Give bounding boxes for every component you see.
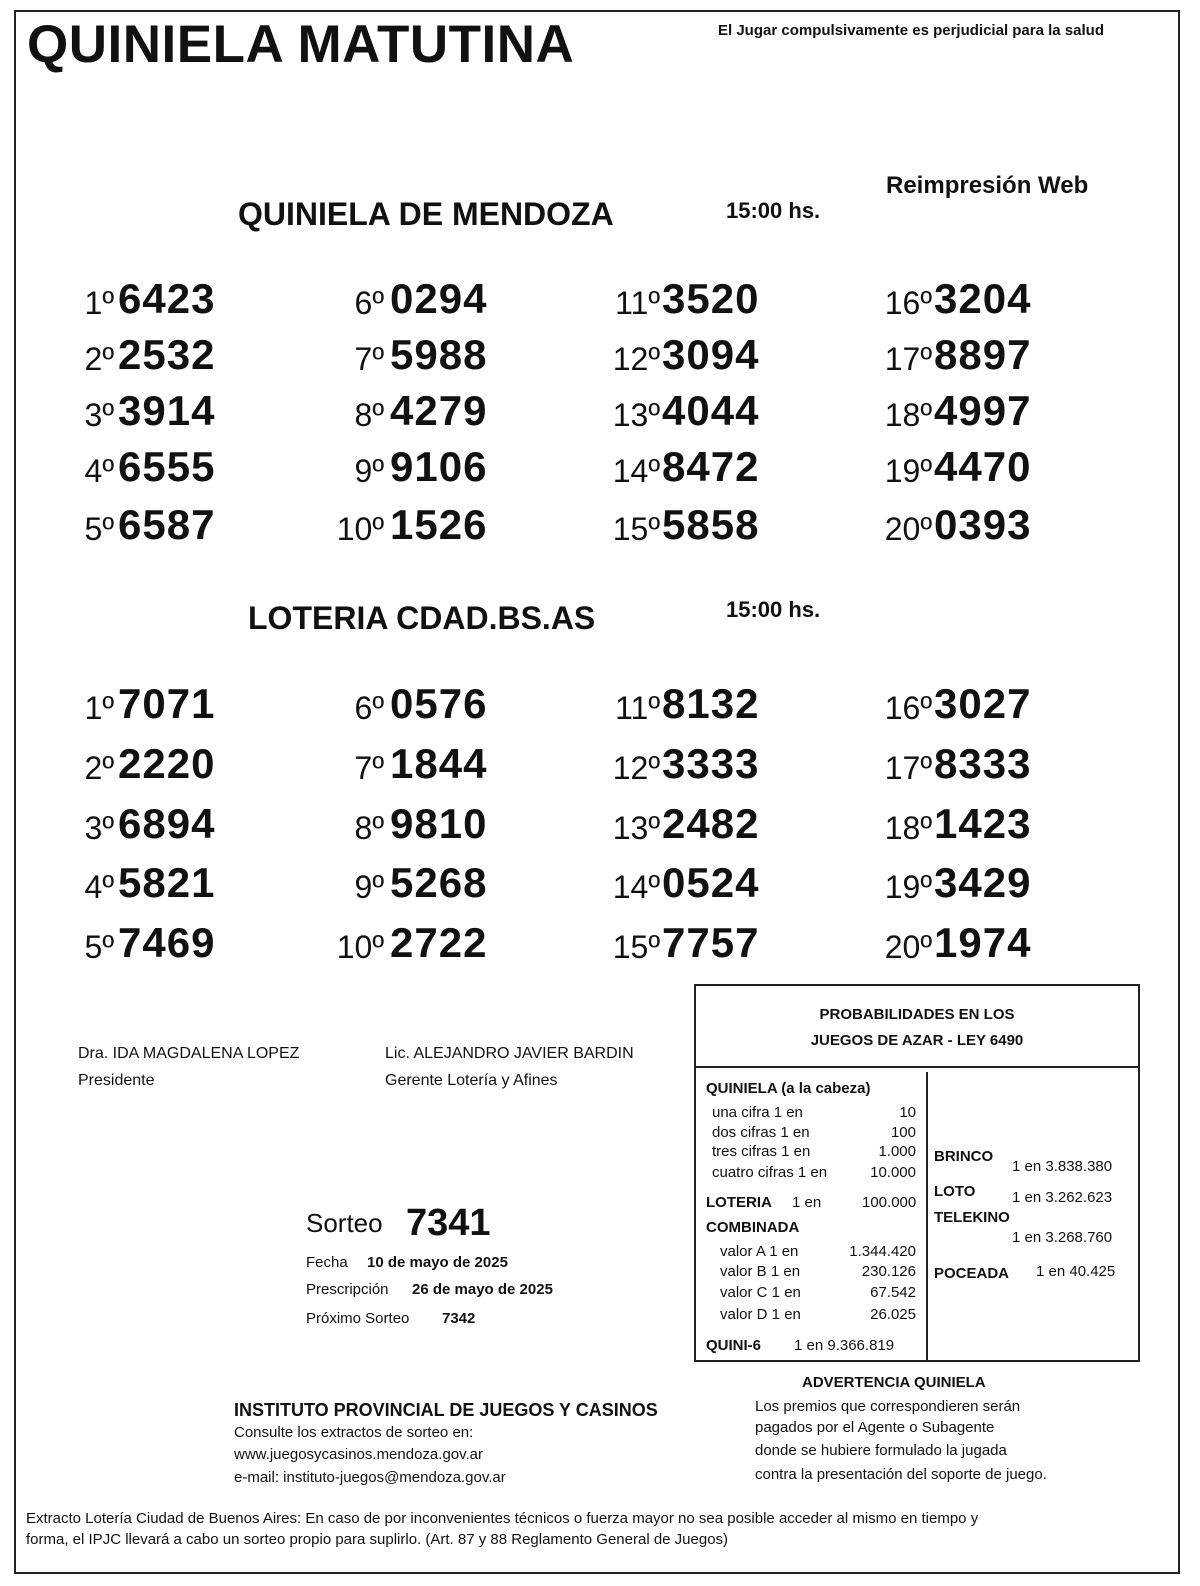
result-position: 18º [884,397,932,433]
footer-line2: forma, el IPJC llevará a cabo un sorteo propio para suplirlo. (Art. 87 y 88 Reglamento General de Juegos) [26,1531,729,1548]
result-item [54,740,304,794]
result-position: 17º [884,750,932,786]
result-item [870,680,1120,734]
result-position: 6º [354,690,384,726]
result-position: 7º [354,341,384,377]
health-warning: El Jugar compulsivamente es perjudicial para la salud [718,22,1104,39]
result-position: 8º [354,397,384,433]
fecha-value: 10 de mayo de 2025 [367,1254,508,1271]
sorteo-label: Sorteo [306,1208,383,1238]
result-number: 9810 [390,800,488,847]
result-position: 4º [84,453,114,489]
quiniela-prob-row-label: cuatro cifras 1 en [712,1164,828,1181]
result-position: 9º [354,869,384,905]
result-item [870,800,1120,854]
result-item [870,919,1120,973]
telekino-prob-label: TELEKINO [934,1209,1010,1226]
prescripcion-value: 26 de mayo de 2025 [412,1281,553,1298]
prescripcion-label: Prescripción [306,1281,389,1298]
result-position: 15º [612,929,660,965]
probabilities-divider [926,1072,928,1362]
result-number: 8472 [662,443,760,490]
result-item [54,387,304,441]
combinada-prob-row-value: 26.025 [870,1306,916,1323]
proximo-sorteo-label: Próximo Sorteo [306,1310,410,1327]
result-number: 1974 [934,919,1032,966]
combinada-prob-row-value: 230.126 [861,1263,916,1280]
result-position: 2º [84,341,114,377]
result-number: 0294 [390,275,488,322]
result-number: 1844 [390,740,488,787]
result-number: 3429 [934,859,1032,906]
result-number: 3914 [118,387,216,434]
result-position: 13º [612,810,660,846]
result-position: 15º [612,511,660,547]
signature-right-name: Lic. ALEJANDRO JAVIER BARDIN [385,1045,634,1062]
combinada-prob-row-label: valor A 1 en [720,1243,799,1260]
poceada-prob-value: 1 en 40.425 [1036,1263,1116,1280]
loteria-prob-label: LOTERIA [706,1194,772,1211]
result-position: 18º [884,810,932,846]
result-number: 6587 [118,501,216,548]
result-number: 3204 [934,275,1032,322]
combinada-prob-row-label: valor D 1 en [720,1306,801,1323]
combinada-prob-row-value: 67.542 [870,1284,916,1301]
result-number: 4044 [662,387,760,434]
result-item [598,387,848,441]
result-number: 3027 [934,680,1032,727]
probabilities-title-line2: JUEGOS DE AZAR - LEY 6490 [810,1032,1024,1049]
institute-email[interactable]: e-mail: instituto-juegos@mendoza.gov.ar [234,1469,506,1486]
loteria-title: LOTERIA CDAD.BS.AS [248,600,596,636]
result-item [870,859,1120,913]
result-position: 8º [354,810,384,846]
poceada-prob-label: POCEADA [934,1265,1010,1282]
probabilities-box [694,984,1140,1362]
signature-right-role: Gerente Lotería y Afines [385,1072,558,1089]
result-item [54,443,304,497]
result-position: 14º [612,869,660,905]
result-number: 0393 [934,501,1032,548]
result-item [54,800,304,854]
result-position: 2º [84,750,114,786]
result-item [598,919,848,973]
result-item [870,387,1120,441]
result-number: 2722 [390,919,488,966]
quini6-prob-value: 1 en 9.366.819 [794,1337,895,1354]
result-position: 10º [336,929,384,965]
result-position: 5º [84,511,114,547]
result-position: 19º [884,453,932,489]
quini6-prob-label: QUINI-6 [706,1337,762,1354]
result-number: 2482 [662,800,760,847]
result-item [326,501,576,555]
result-position: 4º [84,869,114,905]
result-item [870,501,1120,555]
footer-line1: Extracto Lotería Ciudad de Buenos Aires: En caso de por inconvenientes técnicos o fuerza mayor no sea posible acceder al mismo en tiempo y [26,1510,979,1527]
result-position: 14º [612,453,660,489]
result-number: 6894 [118,800,216,847]
result-item [54,501,304,555]
result-position: 9º [354,453,384,489]
advertencia-line: pagados por el Agente o Subagente [755,1419,995,1436]
result-item [598,800,848,854]
mendoza-title: QUINIELA DE MENDOZA [238,196,614,232]
result-number: 7469 [118,919,216,966]
quiniela-prob-row-label: tres cifras 1 en [712,1143,811,1160]
result-item [598,501,848,555]
result-item [54,919,304,973]
result-position: 1º [84,690,114,726]
advertencia-line: contra la presentación del soporte de juego. [755,1466,1047,1483]
result-number: 0576 [390,680,488,727]
result-number: 2532 [118,331,216,378]
result-position: 13º [612,397,660,433]
result-item [870,443,1120,497]
loto-prob-label: LOTO [934,1183,976,1200]
result-number: 8132 [662,680,760,727]
probabilities-title-line1: PROBABILIDADES EN LOS [819,1006,1015,1023]
reprint-label: Reimpresión Web [886,172,1089,199]
result-position: 11º [615,285,660,321]
signature-left-name: Dra. IDA MAGDALENA LOPEZ [78,1045,300,1062]
result-number: 5268 [390,859,488,906]
result-number: 1423 [934,800,1032,847]
result-position: 6º [354,285,384,321]
quiniela-prob-row-value: 10.000 [870,1164,916,1181]
result-item [326,800,576,854]
quiniela-prob-row-value: 1.000 [878,1143,916,1160]
quiniela-prob-row-value: 100 [890,1124,916,1141]
result-number: 5858 [662,501,760,548]
result-item [598,275,848,329]
brinco-prob-label: BRINCO [934,1148,994,1165]
result-position: 3º [84,397,114,433]
advertencia-line: Los premios que correspondieren serán [755,1398,1021,1415]
result-position: 20º [884,929,932,965]
document-title: QUINIELA MATUTINA [27,15,575,74]
result-position: 10º [336,511,384,547]
quiniela-prob-row-value: 10 [899,1104,916,1121]
result-item [870,740,1120,794]
result-number: 3520 [662,275,760,322]
result-item [54,331,304,385]
signature-left-role: Presidente [78,1072,155,1089]
loteria-hour: 15:00 hs. [726,597,821,622]
result-item [326,387,576,441]
result-position: 19º [884,869,932,905]
result-position: 5º [84,929,114,965]
loteria-prob-value: 100.000 [862,1194,917,1211]
result-number: 2220 [118,740,216,787]
combinada-prob-label: COMBINADA [706,1219,800,1236]
advertencia-line: donde se hubiere formulado la jugada [755,1442,1007,1459]
proximo-sorteo-value: 7342 [442,1310,476,1327]
result-item [326,740,576,794]
result-number: 8897 [934,331,1032,378]
result-item [598,740,848,794]
result-number: 1526 [390,501,488,548]
advertencia-title: ADVERTENCIA QUINIELA [802,1374,986,1391]
result-item [598,331,848,385]
result-number: 6555 [118,443,216,490]
result-item [326,443,576,497]
combinada-prob-row-label: valor B 1 en [720,1263,801,1280]
mendoza-hour: 15:00 hs. [726,198,821,223]
result-position: 12º [612,750,660,786]
result-item [870,331,1120,385]
result-position: 17º [884,341,932,377]
result-number: 5821 [118,859,216,906]
result-position: 1º [84,285,114,321]
result-number: 8333 [934,740,1032,787]
probabilities-header [696,986,1138,1068]
result-item [326,859,576,913]
result-item [326,680,576,734]
loto-prob-value: 1 en 3.262.623 [1012,1189,1113,1206]
result-item [598,443,848,497]
result-item [598,680,848,734]
result-position: 12º [612,341,660,377]
result-item [326,331,576,385]
telekino-prob-value: 1 en 3.268.760 [1012,1229,1113,1246]
result-item [54,859,304,913]
result-item [326,275,576,329]
loteria-prob-text: 1 en [792,1194,822,1211]
combinada-prob-row-label: valor C 1 en [720,1284,801,1301]
institute-website[interactable]: www.juegosycasinos.mendoza.gov.ar [234,1446,484,1463]
result-number: 4997 [934,387,1032,434]
result-number: 9106 [390,443,488,490]
result-number: 5988 [390,331,488,378]
result-item [326,919,576,973]
result-number: 4279 [390,387,488,434]
result-position: 3º [84,810,114,846]
quiniela-prob-title: QUINIELA (a la cabeza) [706,1080,871,1097]
result-item [870,275,1120,329]
fecha-label: Fecha [306,1254,348,1271]
institute-name: INSTITUTO PROVINCIAL DE JUEGOS Y CASINOS [234,1400,658,1420]
sorteo-number: 7341 [406,1202,491,1244]
result-number: 4470 [934,443,1032,490]
result-number: 3094 [662,331,760,378]
result-number: 7071 [118,680,216,727]
institute-consult: Consulte los extractos de sorteo en: [234,1424,474,1441]
result-position: 11º [615,690,660,726]
result-position: 20º [884,511,932,547]
result-number: 6423 [118,275,216,322]
result-item [54,275,304,329]
result-number: 0524 [662,859,760,906]
quiniela-prob-row-label: dos cifras 1 en [712,1124,810,1141]
result-item [54,680,304,734]
result-item [598,859,848,913]
result-number: 3333 [662,740,760,787]
result-number: 7757 [662,919,760,966]
result-position: 16º [884,690,932,726]
result-position: 7º [354,750,384,786]
quiniela-prob-row-label: una cifra 1 en [712,1104,803,1121]
result-position: 16º [884,285,932,321]
brinco-prob-value: 1 en 3.838.380 [1012,1158,1113,1175]
combinada-prob-row-value: 1.344.420 [849,1243,916,1260]
